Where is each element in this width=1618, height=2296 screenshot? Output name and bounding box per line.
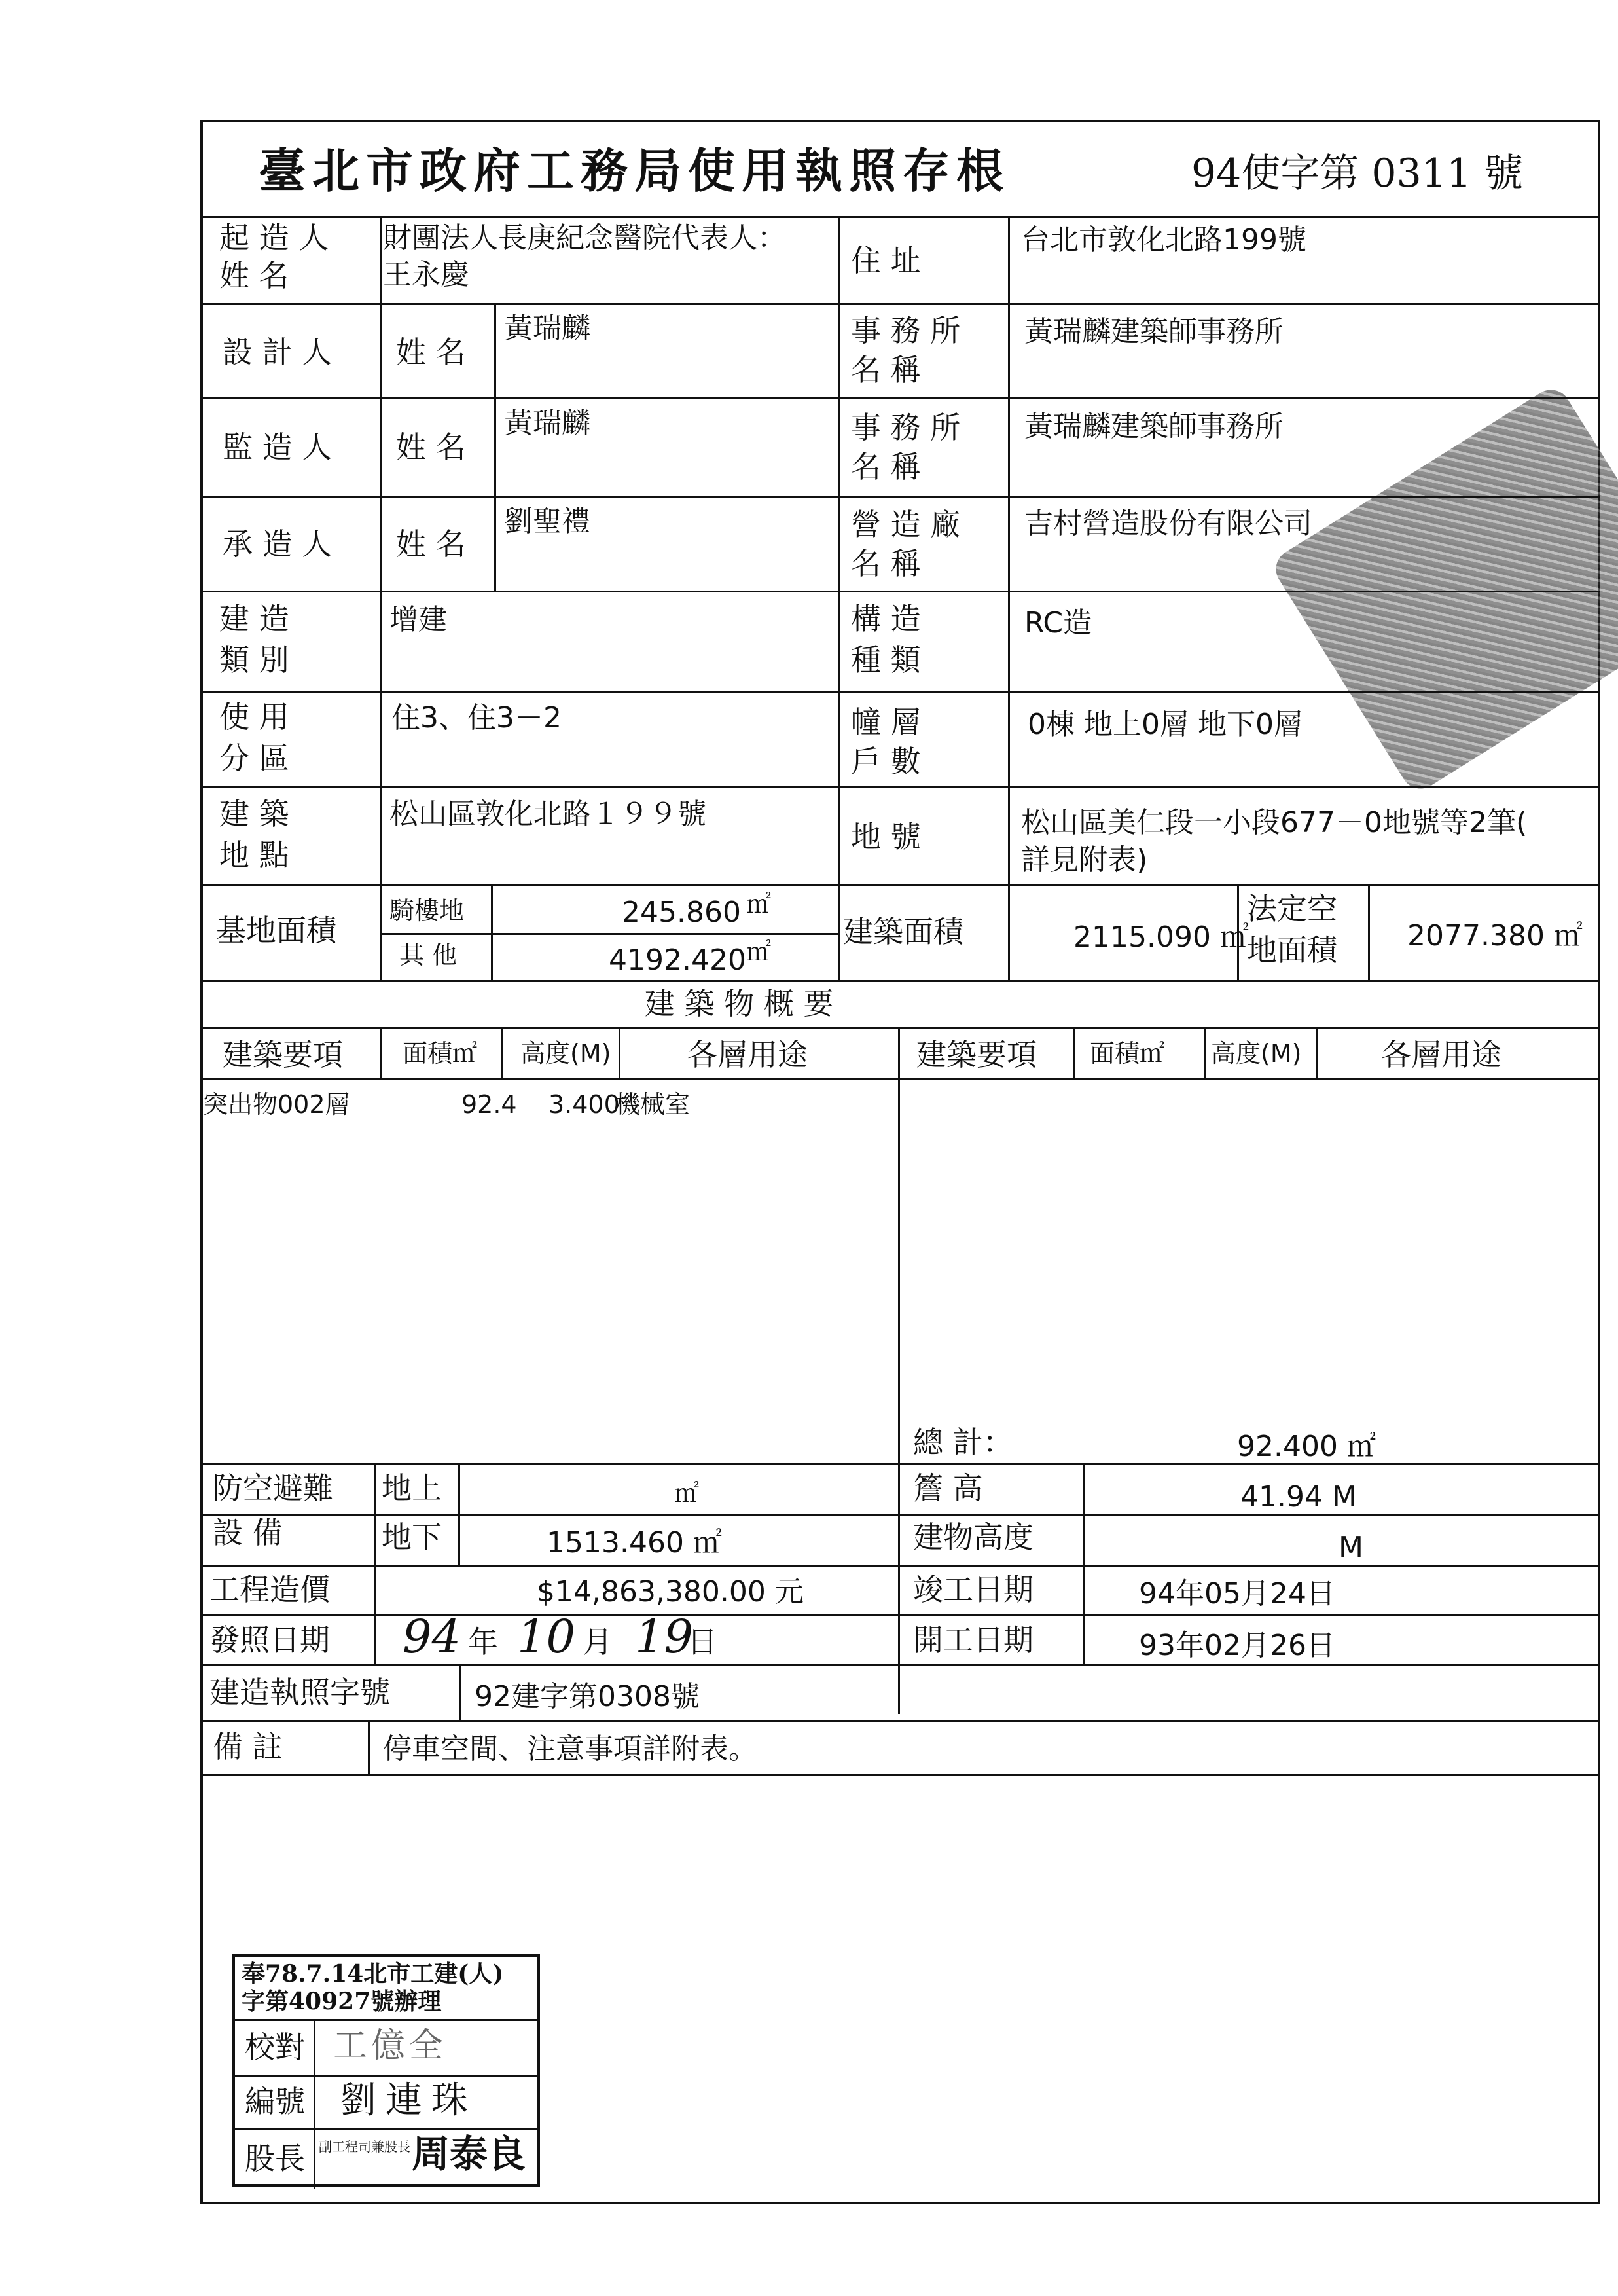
shelter-label-2: 設 備 [213,1515,283,1550]
shelter-below-value: 1513.460 ㎡ [547,1526,722,1559]
col-use-right: 各層用途 [1381,1037,1501,1072]
supervisor-name-label: 姓 名 [396,429,466,465]
open-space-label-2: 地面積 [1247,932,1337,968]
remarks-label: 備 註 [213,1729,283,1764]
col-height-left: 高度(M) [520,1039,611,1068]
structure-label-2: 種 類 [851,642,921,678]
floors-value: 0棟 地上0層 地下0層 [1028,708,1303,741]
page-title: 臺北市政府工務局使用執照存根 [259,143,1011,198]
contractor-label: 承 造 人 [223,526,333,562]
contractor-name: 劉聖禮 [504,505,590,538]
stamp-chief-name: 周泰良 [412,2132,526,2176]
designer-name-label: 姓 名 [396,335,466,370]
stamp-code-value: 劉連珠 [340,2079,477,2122]
summary-row-use: 機械室 [615,1090,691,1119]
stamp-chief-label: 股長 [245,2141,305,2176]
designer-office: 黃瑞麟建築師事務所 [1024,315,1284,348]
structure-label-1: 構 造 [851,601,921,636]
zoning-label-2: 分 區 [219,740,289,776]
other-unit: ㎡ [746,938,772,966]
stamp-line-2: 字第40927號辦理 [242,1988,442,2015]
col-item-right: 建築要項 [916,1037,1037,1072]
address-value: 台北市敦化北路199號 [1021,223,1306,257]
structure-value: RC造 [1024,606,1092,640]
location-label-1: 建 築 [219,796,289,831]
issue-date-label: 發照日期 [209,1622,330,1658]
col-item-left: 建築要項 [223,1037,343,1072]
issue-month-suffix: 月 [583,1624,613,1660]
complete-date-value: 94年05月24日 [1139,1577,1335,1611]
permit-no-label: 建造執照字號 [209,1675,390,1710]
designer-office-label-1: 事 務 所 [851,313,961,348]
supervisor-office: 黃瑞麟建築師事務所 [1024,410,1284,443]
designer-office-label-2: 名 稱 [851,352,921,388]
build-type-label-2: 類 別 [219,642,289,678]
building-area-value: 2115.090 ㎡ [1073,920,1249,954]
total-label: 總 計： [913,1425,1013,1460]
designer-label: 設 計 人 [223,335,333,370]
build-type-label-1: 建 造 [219,601,289,636]
stamp-check-value: 工億全 [333,2026,448,2066]
shelter-above-value: ㎡ [674,1479,700,1508]
zoning-label-1: 使 用 [219,699,289,735]
arcade-label: 騎樓地 [389,896,465,925]
owner-label-2: 姓 名 [219,258,289,293]
building-height-value: M [1339,1531,1363,1564]
supervisor-name: 黃瑞麟 [504,407,590,440]
contractor-office: 吉村營造股份有限公司 [1024,507,1312,540]
floors-label-2: 戶 數 [851,744,921,779]
stamp-line-1: 奉78.7.14北市工建(人) [242,1960,504,1988]
other-label: 其 他 [399,941,458,970]
open-space-label-1: 法定空 [1247,891,1337,926]
shelter-label-1: 防空避難 [213,1470,333,1506]
contractor-name-label: 姓 名 [396,526,466,562]
lot-label: 地 號 [851,819,921,854]
site-area-label: 基地面積 [216,913,336,948]
issue-day: 19 [635,1610,694,1664]
eaves-label: 簷 高 [913,1470,983,1506]
issue-year: 94 [403,1610,461,1664]
permit-number: 94使字第 0311 號 [1191,151,1524,196]
address-label: 住 址 [851,243,921,278]
lot-value-1: 松山區美仁段一小段677－0地號等2筆( [1021,806,1528,839]
supervisor-office-label-1: 事 務 所 [851,410,961,445]
owner-label-1: 起 造 人 [219,220,329,255]
cost-label: 工程造價 [209,1572,330,1607]
start-date-value: 93年02月26日 [1139,1629,1335,1662]
other-value: 4192.420 [609,943,746,977]
complete-date-label: 竣工日期 [913,1572,1034,1607]
col-area-right: 面積㎡ [1090,1039,1165,1068]
issue-month: 10 [517,1610,576,1664]
eaves-value: 41.94 M [1240,1480,1357,1514]
summary-row-area: 92.4 [461,1090,517,1119]
contractor-office-label-2: 名 稱 [851,546,921,581]
owner-value-2: 王永慶 [383,258,469,291]
stamp-chief-title: 副工程司兼股長 [319,2139,410,2155]
issue-year-suffix: 年 [468,1624,498,1660]
summary-heading: 建 築 物 概 要 [645,986,834,1021]
open-space-value: 2077.380 ㎡ [1407,919,1583,953]
building-area-label: 建築面積 [843,914,963,949]
floors-label-1: 幢 層 [851,704,921,740]
summary-row-item: 突出物002層 [203,1090,350,1119]
contractor-office-label-1: 營 造 廠 [851,507,961,542]
build-type-value: 增建 [389,603,447,636]
arcade-value: 245.860 [622,896,741,929]
start-date-label: 開工日期 [913,1622,1034,1658]
supervisor-label: 監 造 人 [223,429,333,465]
owner-value-1: 財團法人長庚紀念醫院代表人： [383,221,786,255]
col-area-left: 面積㎡ [403,1039,478,1068]
arcade-unit: ㎡ [746,890,772,919]
shelter-above-label: 地上 [382,1470,442,1506]
designer-name: 黃瑞麟 [504,312,590,345]
total-value: 92.400 ㎡ [1237,1430,1376,1463]
shelter-below-label: 地下 [382,1520,442,1555]
permit-no-value: 92建字第0308號 [475,1680,700,1713]
location-label-2: 地 點 [219,837,289,873]
col-use-left: 各層用途 [687,1037,808,1072]
approval-stamp [232,1954,540,2187]
summary-row-height: 3.400 [548,1090,620,1119]
cost-value: $14,863,380.00 元 [537,1575,804,1609]
issue-day-suffix: 日 [687,1624,717,1660]
location-value: 松山區敦化北路１９９號 [389,797,706,831]
stamp-check-label: 校對 [245,2030,305,2065]
remarks-value: 停車空間、注意事項詳附表。 [383,1732,757,1766]
supervisor-office-label-2: 名 稱 [851,449,921,484]
building-height-label: 建物高度 [913,1520,1034,1555]
lot-value-2: 詳見附表) [1021,843,1148,877]
zoning-value: 住3、住3－2 [391,701,562,735]
stamp-code-label: 編號 [245,2084,305,2119]
col-height-right: 高度(M) [1211,1039,1302,1068]
